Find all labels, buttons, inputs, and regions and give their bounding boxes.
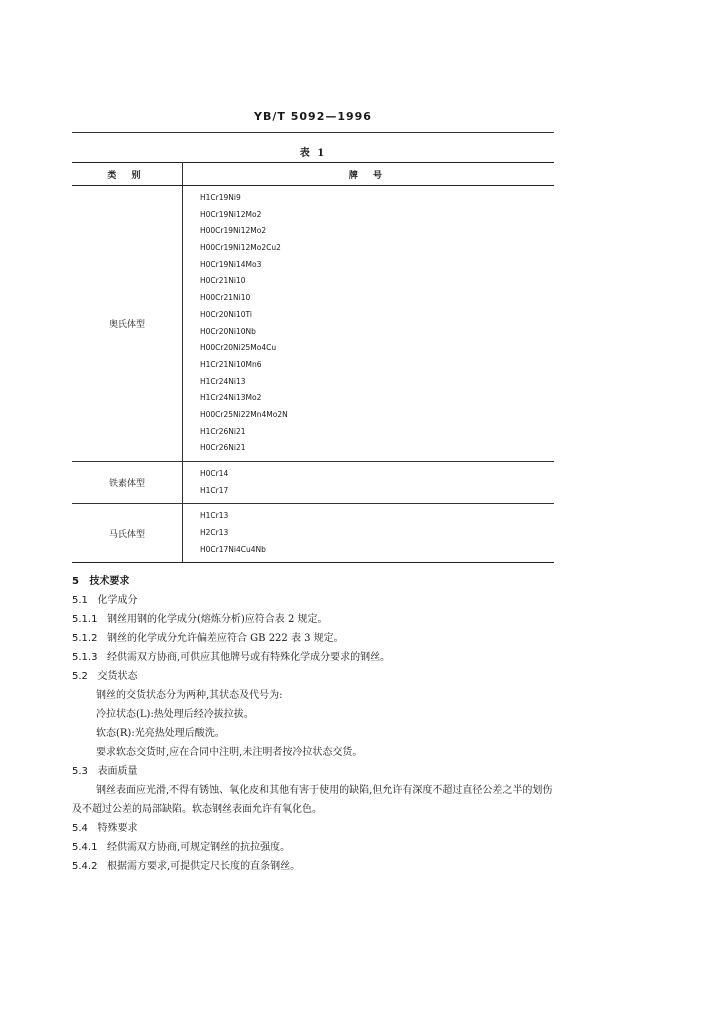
table-row xyxy=(72,462,554,504)
grade-item: H0Cr19Ni14Mo3 xyxy=(200,259,262,269)
grade-table xyxy=(72,162,554,563)
category-cell: 奥氏体型 xyxy=(72,186,183,462)
table-row xyxy=(72,504,554,563)
grade-item: H00Cr25Ni22Mn4Mo2N xyxy=(200,409,288,419)
section-title: 技术要求 xyxy=(89,576,130,587)
grade-item: H2Cr13 xyxy=(200,528,229,538)
col-header-category: 类 别 xyxy=(72,163,183,186)
table-row xyxy=(72,186,554,462)
clause xyxy=(72,838,562,857)
grade-item: H00Cr20Ni25Mo4Cu xyxy=(200,343,277,353)
grade-cell xyxy=(183,462,555,504)
paragraph: 要求软态交货时,应在合同中注明,未注明者按冷拉状态交货。 xyxy=(96,747,363,758)
table-title: 表 1 xyxy=(299,148,327,159)
grade-item: H1Cr26Ni21 xyxy=(200,426,246,436)
clause xyxy=(72,629,562,648)
grade-item: H1Cr24Ni13 xyxy=(200,376,246,386)
grade-item: H1Cr19Ni9 xyxy=(200,193,241,202)
grade-item: H1Cr13 xyxy=(200,511,229,521)
section-heading xyxy=(72,572,562,591)
grade-item: H0Cr21Ni10 xyxy=(200,276,246,286)
section-heading xyxy=(72,667,562,686)
clause-number: 5.4.2 xyxy=(72,861,98,872)
grade-cell xyxy=(183,504,555,563)
grade-item: H0Cr17Ni4Cu4Nb xyxy=(200,544,266,554)
grade-item: H0Cr20Ni10Nb xyxy=(200,326,256,336)
header-rule xyxy=(72,132,554,133)
section-heading xyxy=(72,762,562,781)
paragraph: 钢丝表面应光滑,不得有锈蚀、氧化皮和其他有害于使用的缺陷,但允许有深度不超过直径公差之半的划伤及不超过公差的局部缺陷。软态钢丝表面允许有氧化色。 xyxy=(72,785,553,815)
clause xyxy=(72,610,562,629)
clause-number: 5.4.1 xyxy=(72,842,98,853)
section-heading xyxy=(72,591,562,610)
grade-item: H1Cr17 xyxy=(200,485,229,495)
section-number: 5.3 xyxy=(72,766,88,777)
clause-text: 经供需双方协商,可规定钢丝的抗拉强度。 xyxy=(107,842,291,853)
section-title: 交货状态 xyxy=(97,671,138,682)
grade-item: H0Cr14 xyxy=(200,469,229,478)
section-number: 5 xyxy=(72,576,79,587)
clause-number: 5.1.1 xyxy=(72,614,98,625)
standard-code-header: YB/T 5092—1996 xyxy=(254,110,372,123)
clause-text: 钢丝的化学成分允许偏差应符合 GB 222 表 3 规定。 xyxy=(107,633,344,644)
clause-number: 5.1.2 xyxy=(72,633,98,644)
grade-item: H0Cr19Ni12Mo2 xyxy=(200,209,262,219)
clause-text: 钢丝用钢的化学成分(熔炼分析)应符合表 2 规定。 xyxy=(107,614,328,625)
section-heading xyxy=(72,819,562,838)
table-header-row xyxy=(72,163,554,186)
grade-cell xyxy=(183,186,555,462)
grade-item: H0Cr20Ni10Ti xyxy=(200,309,252,319)
category-cell: 铁素体型 xyxy=(72,462,183,504)
grade-item: H1Cr24Ni13Mo2 xyxy=(200,393,262,403)
clause-text: 根据需方要求,可提供定尺长度的直条钢丝。 xyxy=(107,861,301,872)
category-cell: 马氏体型 xyxy=(72,504,183,563)
col-header-grade: 牌 号 xyxy=(183,163,555,186)
paragraph: 冷拉状态(L):热处理后经冷拔拉拔。 xyxy=(96,709,254,720)
grade-item: H1Cr21Ni10Mn6 xyxy=(200,359,262,369)
section-title: 特殊要求 xyxy=(97,823,138,834)
grade-item: H00Cr19Ni12Mo2 xyxy=(200,226,267,236)
paragraph: 软态(R):光亮热处理后酸洗。 xyxy=(96,728,225,739)
clause-number: 5.1.3 xyxy=(72,652,98,663)
clause xyxy=(72,648,562,667)
grade-item: H00Cr19Ni12Mo2Cu2 xyxy=(200,243,281,253)
section-number: 5.1 xyxy=(72,595,88,606)
section-number: 5.4 xyxy=(72,823,88,834)
grade-item: H00Cr21Ni10 xyxy=(200,293,251,303)
clause-text: 经供需双方协商,可供应其他牌号或有特殊化学成分要求的钢丝。 xyxy=(107,652,391,663)
clause xyxy=(72,857,562,876)
section-title: 化学成分 xyxy=(97,595,138,606)
section-body xyxy=(72,572,562,876)
section-number: 5.2 xyxy=(72,671,88,682)
paragraph: 钢丝的交货状态分为两种,其状态及代号为: xyxy=(96,690,283,701)
grade-item: H0Cr26Ni21 xyxy=(200,443,246,453)
section-title: 表面质量 xyxy=(97,766,138,777)
